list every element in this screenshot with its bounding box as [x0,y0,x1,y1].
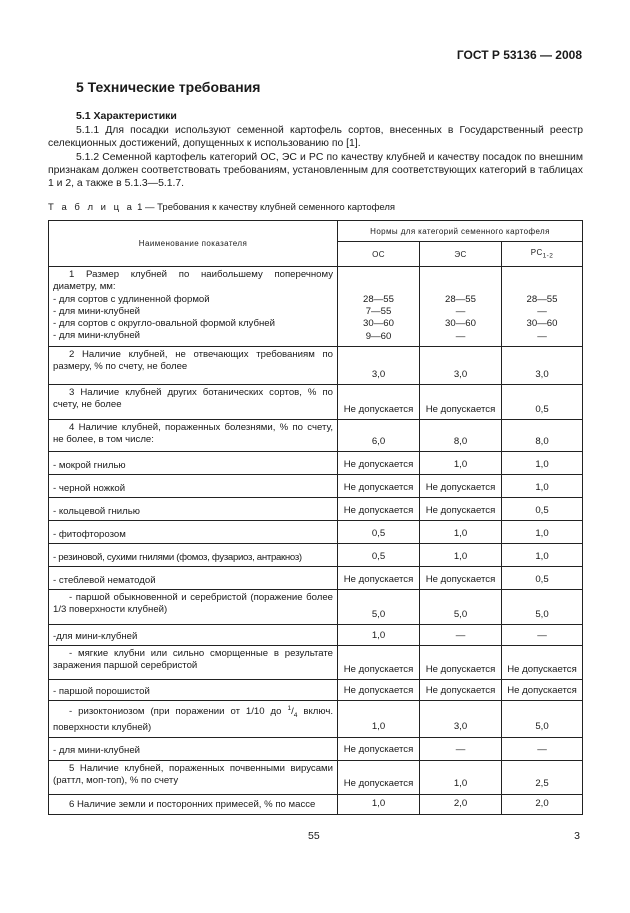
cell-es: 3,0 [420,701,502,738]
size-label: - для мини-клубней [53,330,141,342]
cell-es: 3,0 [420,347,502,385]
table-row [49,625,583,646]
cell-os: 3,0 [338,347,420,385]
cell-es: Не допускается [420,498,502,521]
row-name: - паршой порошистой [49,680,338,701]
table-row [49,567,583,590]
row-name [49,760,338,794]
row-name-text: 6 Наличие земли и посторонних примесей, % по массе [69,799,316,811]
table-row [49,521,583,544]
cell-rc: — [502,737,583,760]
size-label: - для сортов с округло-овальной формой клубней [53,318,275,330]
table-row [49,544,583,567]
fraction-numerator: 1 [287,705,292,712]
header-es: ЭС [420,242,502,267]
size-value: 28—55 [445,293,476,305]
row-name [49,385,338,420]
table-row [49,420,583,452]
section-title: 5 Технические требования [76,79,261,95]
cell-rc: 5,0 [502,590,583,625]
table-row [49,385,583,420]
cell-rc: 8,0 [502,420,583,452]
cell-rc: 1,0 [502,521,583,544]
cell-es: Не допускается [420,646,502,680]
page-number-right: 3 [574,830,580,842]
table-row [49,590,583,625]
cell-rc: 0,5 [502,567,583,590]
paragraph-5-1-2: 5.1.2 Семенной картофель категорий ОС, ЭС и PC по качеству клубней и качеству посадок по внешним признакам должен соответствовать требованиям, установленным для соответствующих категорий в таблицах 1 и 2, а также в 5.1.3—5.1.7. [48,152,583,189]
cell-rc: 3,0 [502,347,583,385]
table-row [49,680,583,701]
cell-rc: — [502,625,583,646]
table-row [49,475,583,498]
row-name [49,646,338,680]
cell-os: 1,0 [338,701,420,738]
size-value: 7—55 [365,306,392,318]
header-norms: Нормы для категорий семенного картофеля [338,221,583,242]
row-name: - мокрой гнилью [49,452,338,475]
cell-os [338,267,420,347]
cell-es: 1,0 [420,544,502,567]
cell-rc: 0,5 [502,385,583,420]
caption-text: 1 — Требования к качеству клубней семенного картофеля [137,202,396,213]
cell-es: — [420,737,502,760]
cell-os: Не допускается [338,680,420,701]
cell-es: 5,0 [420,590,502,625]
row-name: - фитофторозом [49,521,338,544]
subsection-title: 5.1 Характеристики [76,110,177,122]
cell-es: 1,0 [420,760,502,794]
row-name: - резиновой, сухими гнилями (фомоз, фузариоз, антракноз) [49,544,338,567]
cell-rc: 2,5 [502,760,583,794]
cell-os: 6,0 [338,420,420,452]
header-rc-sub: 1-2 [542,252,554,260]
row-name-text: - ризоктониозом (при поражении от 1/10 до [69,706,282,718]
cell-os: Не допускается [338,385,420,420]
header-rc [502,242,583,267]
row-name-text: 2 Наличие клубней, не отвечающих требованиям по размеру, % по счету, не более [53,349,333,373]
table-row [49,701,583,738]
size-value: 30—60 [445,318,476,330]
cell-rc: Не допускается [502,680,583,701]
cell-es: 8,0 [420,420,502,452]
requirements-table [48,220,583,815]
size-value: 9—60 [365,330,392,342]
cell-es: 1,0 [420,452,502,475]
cell-rc: Не допускается [502,646,583,680]
table-row [49,794,583,814]
header-os: ОС [338,242,420,267]
cell-rc: 2,0 [502,794,583,814]
paragraph-5-1-1: 5.1.1 Для посадки используют семенной картофель сортов, внесенных в Государственный реестр селекционных достижений, допущенных к использованию по [1]. [48,125,583,149]
standard-number: ГОСТ Р 53136 — 2008 [456,48,582,62]
row-name [49,794,338,814]
cell-es: Не допускается [420,567,502,590]
row-name: -для мини-клубней [49,625,338,646]
cell-os: Не допускается [338,498,420,521]
row-name-text: включ. поверхности клубней) [53,706,333,734]
row-name-text: - мягкие клубни или сильно сморщенные в результате заражения паршой серебристой [53,648,333,672]
table-row [49,452,583,475]
cell-os: Не допускается [338,737,420,760]
caption-prefix: Т а б л и ц а [48,202,135,213]
table-row [49,737,583,760]
size-value: — [537,306,547,318]
row-name-text: 1 Размер клубней по наибольшему поперечному диаметру, мм: [53,269,333,293]
fraction-denominator: 4 [293,712,298,720]
table-row [49,347,583,385]
cell-os: Не допускается [338,475,420,498]
cell-os: 1,0 [338,625,420,646]
row-name-text: 4 Наличие клубней, пораженных болезнями, % по счету, не более, в том числе: [53,422,333,446]
cell-rc: 1,0 [502,452,583,475]
cell-os: Не допускается [338,567,420,590]
row-name-text: - паршой обыкновенной и серебристой (поражение более 1/3 поверхности клубней) [53,592,333,616]
cell-rc: 5,0 [502,701,583,738]
cell-es [420,267,502,347]
size-label: - для мини-клубней [53,305,141,317]
row-name [49,347,338,385]
cell-rc [502,267,583,347]
row-name: - для мини-клубней [49,737,338,760]
cell-es: Не допускается [420,385,502,420]
row-name: - ризоктониозом (при поражении от 1/10 до $^1/_4$ включ. поверхности клубней) [49,701,338,738]
header-indicator-name: Наименование показателя [49,221,338,267]
cell-rc: 1,0 [502,544,583,567]
page-number-center: 55 [308,830,320,842]
cell-rc: 0,5 [502,498,583,521]
size-value: 30—60 [363,318,394,330]
header-rc-base: PC [530,248,543,258]
cell-os: Не допускается [338,760,420,794]
row-name [49,590,338,625]
cell-os: Не допускается [338,452,420,475]
size-label: - для сортов с удлиненной формой [53,293,210,305]
size-value: 30—60 [526,318,558,330]
cell-es: Не допускается [420,680,502,701]
row-name: - черной ножкой [49,475,338,498]
cell-es: — [420,625,502,646]
cell-os: Не допускается [338,646,420,680]
size-value: — [455,306,466,318]
row-name-text: 3 Наличие клубней других ботанических сортов, % по счету, не более [53,387,333,411]
cell-rc: 1,0 [502,475,583,498]
cell-os: 0,5 [338,544,420,567]
table-row [49,267,583,347]
cell-os: 5,0 [338,590,420,625]
cell-os: 1,0 [338,794,420,814]
cell-es: 1,0 [420,521,502,544]
cell-os: 0,5 [338,521,420,544]
table-row [49,760,583,794]
cell-es: Не допускается [420,475,502,498]
table-row [49,646,583,680]
size-value: — [537,330,547,342]
row-name [49,420,338,452]
row-name: - кольцевой гнилью [49,498,338,521]
cell-es: 2,0 [420,794,502,814]
row-name [49,267,338,347]
size-value: — [455,330,466,342]
table-caption [48,202,395,213]
row-name-text: 5 Наличие клубней, пораженных почвенными вирусами (раттл, моп-топ), % по счету [53,762,333,786]
table-row [49,498,583,521]
size-value: 28—55 [526,293,558,305]
row-name: - стеблевой нематодой [49,567,338,590]
size-value: 28—55 [363,293,394,305]
